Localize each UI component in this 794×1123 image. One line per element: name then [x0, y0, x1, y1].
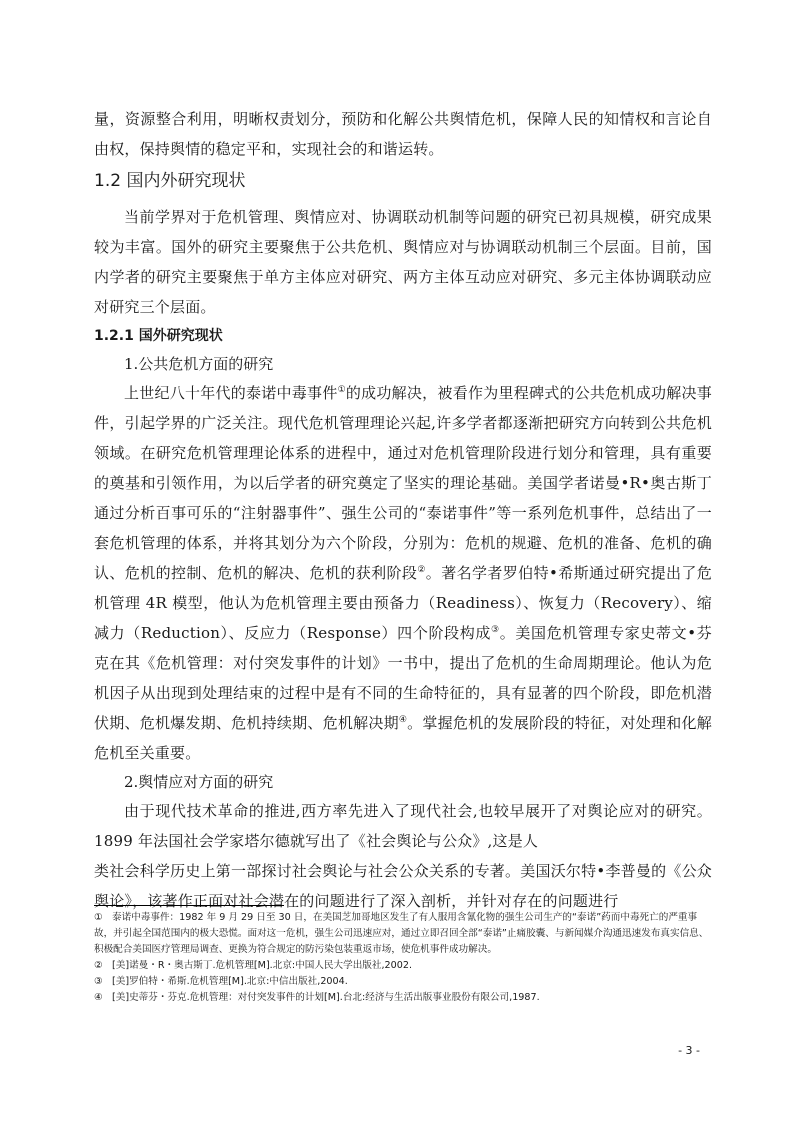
- footnote-text: 泰诺中毒事件：1982 年 9 月 29 日至 30 日，在美国芝加哥地区发生了有人服用含氰化物的强生公司生产的“泰诺”药而中毒死亡的严重事故，并引起全国范围内的极大恐慌。面对这一危机，强生公司迅速应对，通过立即召回全部“泰诺”止痛胶囊、与新闻媒介沟通迅速发布真实信息、积极配合美国医疗管理局调查、更换为符合规定的防污染包装重返市场，使危机事件成功解决。: [94, 912, 709, 955]
- footnote-2: [94, 958, 712, 974]
- paragraph-public-crisis: [94, 378, 712, 768]
- footnote-mark: ①: [94, 912, 103, 923]
- paragraph-opinion-response-a: 由于现代技术革命的推进,西方率先进入了现代社会,也较早展开了对舆论应对的研究。1899 年法国社会学家塔尔德就写出了《社会舆论与公众》,这是人: [94, 802, 712, 850]
- footnote-text: [美]罗伯特・希斯.危机管理[M].北京:中信出版社,2004.: [112, 976, 348, 987]
- footnote-1: [94, 910, 712, 958]
- footnote-mark: ②: [94, 960, 103, 971]
- text-run: 。美国危机管理专家史蒂文•芬克在其《危机管理：对付突发事件的计划》一书中，提出了危机的生命周期理论。他认为危机因子从出现到处理结束的过程中是有不同的生命特征的，具有显著的四个阶段，即危机潜伏期、危机爆发期、危机持续期、危机解决期: [94, 624, 712, 732]
- footnote-text: [美]史蒂芬・芬克.危机管理：对付突发事件的计划[M].台北:经济与生活出版事业股份有限公司,1987.: [112, 992, 540, 1003]
- text-run: 的成功解决，被看作为里程碑式的公共危机成功解决事件，引起学界的广泛关注。现代危机管理理论兴起,许多学者都逐渐把研究方向转到公共危机领域。在研究危机管理理论体系的进程中，通过对危机管理阶段进行划分和管理，具有重要的奠基和引领作用，为以后学者的研究奠定了坚实的理论基础。美国学者诺曼•R•奥古斯丁通过分析百事可乐的“注射器事件”、强生公司的“泰诺事件”等一系列危机事件，总结出了一套危机管理的体系，并将其划分为六个阶段，分别为：危机的规避、危机的准备、危机的确认、危机的控制、危机的解决、危机的获利阶段: [94, 384, 712, 582]
- footnote-mark: ③: [94, 976, 103, 987]
- footnotes: [94, 910, 712, 1006]
- footnote-ref-1[interactable]: ①: [337, 385, 346, 395]
- text-run: 上世纪八十年代的泰诺中毒事件: [124, 384, 338, 402]
- text-run: 。著名学者罗伯特•希斯通过研究提出了危机管理 4R 模型，他认为危机管理主要由预备力（Readiness）、恢复力（Recovery）、缩减力（Reduction）、反应力（Response）四个阶段构成: [94, 564, 712, 642]
- footnote-4: [94, 990, 712, 1006]
- footnote-separator: [94, 905, 284, 906]
- section-heading-1-2-1: 1.2.1 国外研究现状: [94, 328, 223, 344]
- page-body: [94, 104, 712, 916]
- footnote-3: [94, 974, 712, 990]
- footnote-text: [美]诺曼・R・奥古斯丁.危机管理[M].北京:中国人民大学出版社,2002.: [112, 960, 413, 971]
- footnote-ref-4[interactable]: ④: [398, 715, 408, 725]
- text-run: 。掌握危机的发展阶段的特征，对处理和化解危机至关重要。: [94, 714, 712, 762]
- footnote-ref-2[interactable]: ②: [417, 565, 426, 575]
- paragraph-opinion-response-b: 类社会科学历史上第一部探讨社会舆论与社会公众关系的专著。美国沃尔特•李普曼的《公众舆论》，该著作正面对社会潜在的问题进行了深入剖析，并针对存在的问题进行: [94, 862, 712, 910]
- paragraph-research-overview: 当前学界对于危机管理、舆情应对、协调联动机制等问题的研究已初具规模，研究成果较为丰富。国外的研究主要聚焦于公共危机、舆情应对与协调联动机制三个层面。目前，国内学者的研究主要聚焦于单方主体应对研究、两方主体互动应对研究、多元主体协调联动应对研究三个层面。: [94, 208, 712, 316]
- subheading-public-crisis: 1.公共危机方面的研究: [124, 355, 274, 373]
- page-number: - 3 -: [678, 1044, 700, 1057]
- paragraph-continuation: 量，资源整合利用，明晰权责划分，预防和化解公共舆情危机，保障人民的知情权和言论自由权，保持舆情的稳定平和，实现社会的和谐运转。: [94, 110, 712, 158]
- footnote-mark: ④: [94, 992, 103, 1003]
- section-heading-1-2: 1.2 国内外研究现状: [94, 171, 246, 191]
- subheading-opinion-response: 2.舆情应对方面的研究: [124, 773, 274, 791]
- footnote-ref-3[interactable]: ③: [491, 625, 500, 635]
